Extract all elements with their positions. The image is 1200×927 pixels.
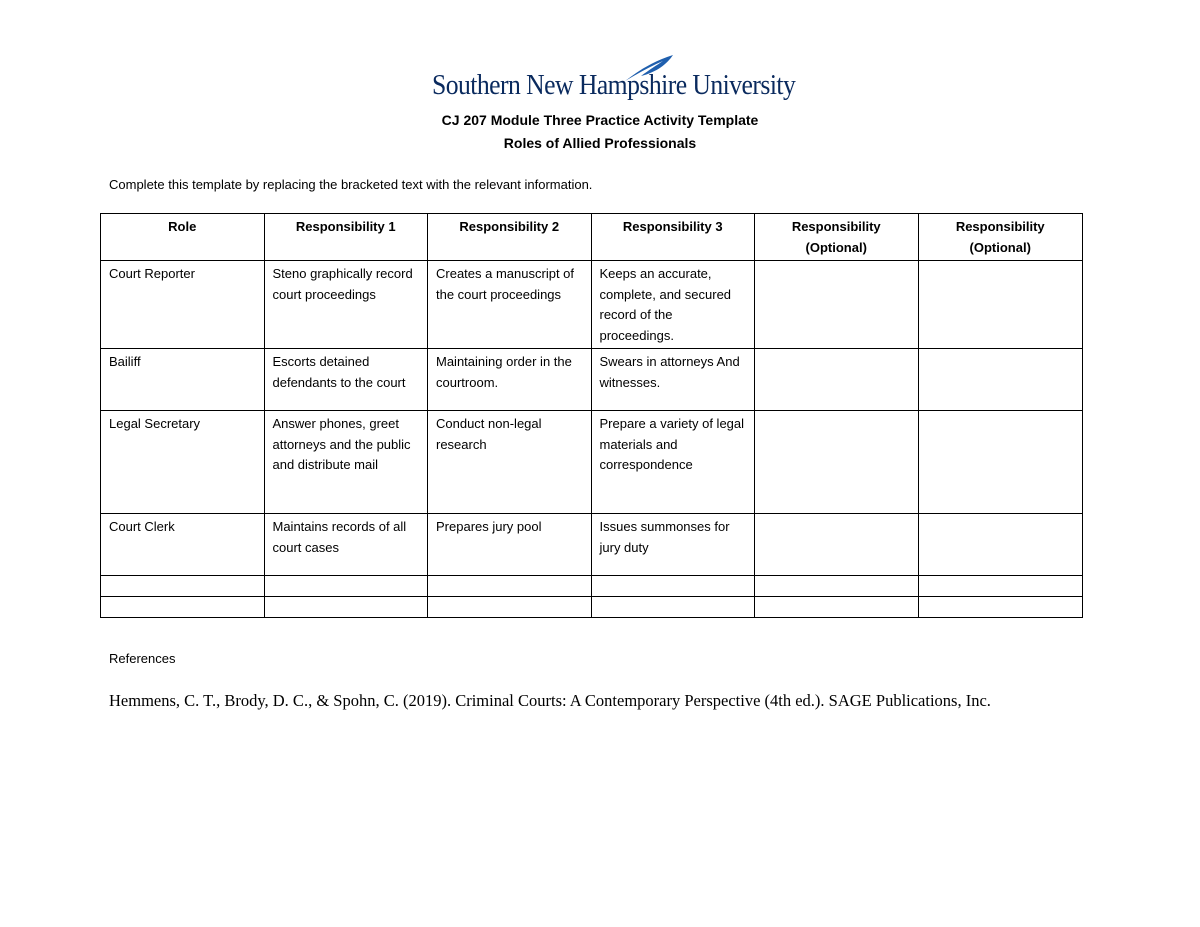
table-cell: Escorts detained defendants to the court — [264, 349, 428, 411]
document-subtitle: Roles of Allied Professionals — [503, 135, 697, 151]
table-cell: Creates a manuscript of the court proceedings — [428, 261, 592, 349]
table-cell: Issues summonses for jury duty — [591, 514, 755, 576]
table-cell — [591, 597, 755, 618]
table-cell: Court Reporter — [101, 261, 265, 349]
table-cell: Bailiff — [101, 349, 265, 411]
table-row — [101, 349, 1083, 411]
table-cell: Court Clerk — [101, 514, 265, 576]
table-cell — [264, 576, 428, 597]
table-cell — [918, 514, 1083, 576]
table-cell: Conduct non-legal research — [428, 411, 592, 514]
table-cell — [755, 576, 919, 597]
table-row — [101, 261, 1083, 349]
header-cell: Responsibility (Optional) — [918, 214, 1083, 261]
table-cell — [918, 576, 1083, 597]
table-cell — [428, 597, 592, 618]
table-cell: Answer phones, greet attorneys and the public and distribute mail — [264, 411, 428, 514]
instructions-text: Complete this template by replacing the bracketed text with the relevant information. — [109, 177, 593, 192]
university-logo — [432, 54, 796, 106]
reference-citation: Hemmens, C. T., Brody, D. C., & Spohn, C. (2019). Criminal Courts: A Contemporary Perspective (4th ed.). SAGE Publications, Inc. — [109, 691, 991, 710]
table-cell: Prepare a variety of legal materials and correspondence — [591, 411, 755, 514]
table-cell — [428, 576, 592, 597]
table-row — [101, 514, 1083, 576]
table-cell: Maintaining order in the courtroom. — [428, 349, 592, 411]
table-cell — [918, 597, 1083, 618]
header-cell: Responsibility 2 — [428, 214, 592, 261]
table-cell — [264, 597, 428, 618]
table-cell — [755, 261, 919, 349]
table-cell — [755, 349, 919, 411]
references-heading: References — [109, 651, 176, 666]
table-cell: Maintains records of all court cases — [264, 514, 428, 576]
header-cell: Responsibility (Optional) — [755, 214, 919, 261]
table-cell — [918, 261, 1083, 349]
table-row-empty — [101, 576, 1083, 597]
roles-table — [100, 213, 1083, 618]
logo-wordmark: Southern New Hampshire University — [432, 70, 796, 101]
header-cell: Responsibility 1 — [264, 214, 428, 261]
table-cell: Steno graphically record court proceedings — [264, 261, 428, 349]
table-cell — [755, 411, 919, 514]
table-row — [101, 411, 1083, 514]
table-header-row — [101, 214, 1083, 261]
table-cell: Swears in attorneys And witnesses. — [591, 349, 755, 411]
table-cell: Prepares jury pool — [428, 514, 592, 576]
table-cell — [591, 576, 755, 597]
table-cell — [101, 597, 265, 618]
table-cell: Keeps an accurate, complete, and secured record of the proceedings. — [591, 261, 755, 349]
document-title: CJ 207 Module Three Practice Activity Template — [441, 112, 759, 128]
header-cell: Responsibility 3 — [591, 214, 755, 261]
table-cell: Legal Secretary — [101, 411, 265, 514]
table-cell — [918, 349, 1083, 411]
table-cell — [918, 411, 1083, 514]
table-cell — [755, 514, 919, 576]
header-cell: Role — [101, 214, 265, 261]
table-row-empty — [101, 597, 1083, 618]
table-cell — [101, 576, 265, 597]
table-cell — [755, 597, 919, 618]
